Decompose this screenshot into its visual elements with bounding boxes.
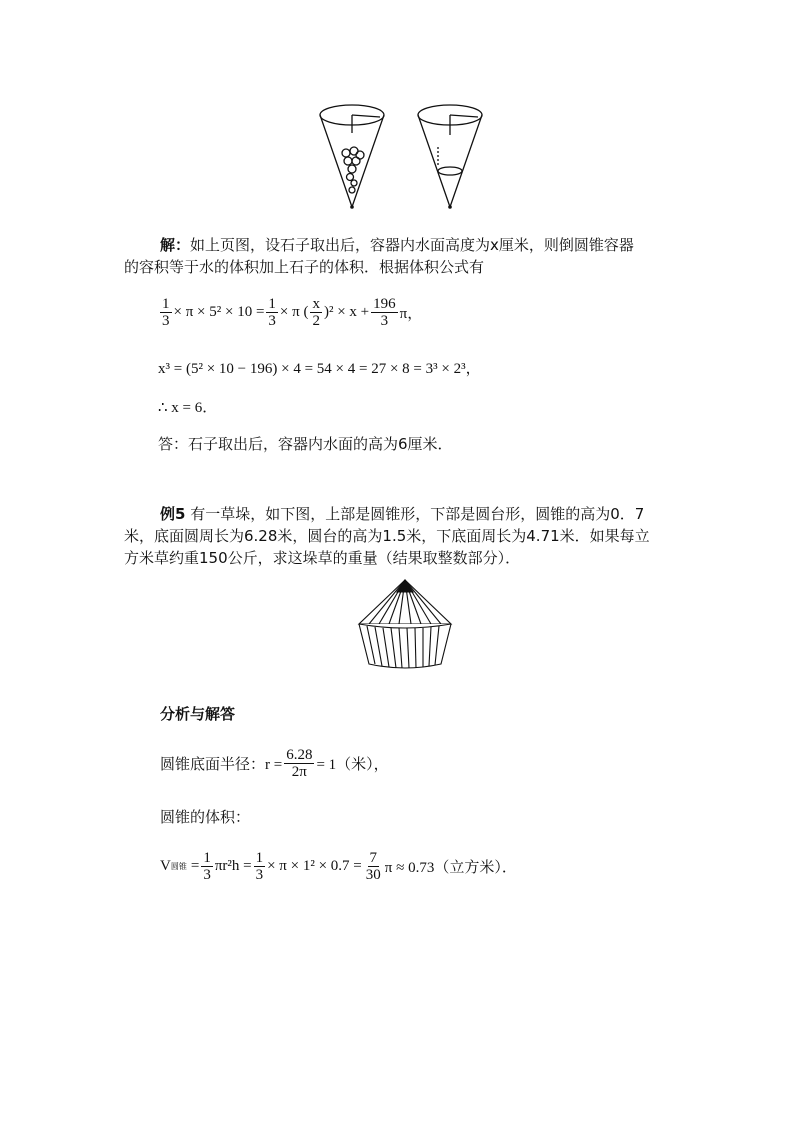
volume-eq: =	[190, 857, 200, 874]
example-label: 例5	[160, 505, 186, 523]
equation-2: x³ = (5² × 10 − 196) × 4 = 54 × 4 = 27 × 8 = 3³ × 2³，	[158, 361, 481, 377]
solution-text-1: 如上页图，设石子取出后，容器内水面高度为x厘米，则倒圆锥容器	[190, 236, 634, 254]
example-line-3: 方米草约重150公斤，求这垛草的重量（结果取整数部分）．	[124, 549, 521, 567]
answer-line: 答：石子取出后，容器内水面的高为6厘米．	[158, 435, 453, 453]
radius-result: = 1（米），	[316, 756, 389, 773]
volume-part: × π × 1² × 0.7 =	[267, 857, 362, 874]
fraction: $\frac{196}{3}$	[373, 295, 396, 329]
eq1-part: )² × x +	[323, 303, 370, 320]
haystack-figure	[355, 578, 455, 673]
example-line-1	[160, 503, 644, 525]
example-line-2: 米，底面圆周长为6.28米，圆台的高为1.5米，下底面周长为4.71米．如果每立	[124, 527, 650, 545]
fraction: $\frac{x}{2}$	[312, 295, 320, 329]
fraction: $\frac{6.28}{2\pi}$	[286, 746, 313, 780]
analysis-title: 分析与解答	[160, 705, 236, 723]
solution-line-2: 的容积等于水的体积加上石子的体积．根据体积公式有	[124, 258, 485, 276]
volume-part: π ≈ 0.73（立方米）．	[384, 859, 517, 876]
equation-1	[158, 292, 422, 332]
solution-label: 解：	[160, 236, 191, 254]
example-text-1: 有一草垛，如下图，上部是圆锥形，下部是圆台形，圆锥的高为0．7	[190, 505, 645, 523]
radius-equation	[160, 743, 389, 783]
volume-subscript: 圆锥	[170, 861, 187, 871]
eq1-part: × π (	[279, 303, 309, 320]
eq1-part: × π × 5² × 10 =	[173, 303, 265, 320]
volume-part: πr²h =	[214, 857, 252, 874]
fraction: $\frac{7}{30}$	[365, 849, 381, 883]
fraction: $\frac{1}{3}$	[255, 849, 264, 883]
solution-line-1	[160, 234, 634, 256]
fraction: $\frac{1}{3}$	[162, 295, 170, 329]
volume-symbol: V	[160, 857, 171, 874]
fraction: $\frac{1}{3}$	[268, 295, 276, 329]
volume-equation	[160, 846, 517, 886]
cone-with-stones	[320, 105, 384, 207]
volume-title: 圆锥的体积：	[160, 808, 251, 826]
fraction: $\frac{1}{3}$	[203, 849, 211, 883]
radius-label: 圆锥底面半径：r =	[160, 756, 283, 773]
equation-3: ∴ x = 6．	[158, 400, 218, 416]
cone-figures	[310, 95, 490, 215]
eq1-part: π，	[399, 305, 423, 322]
cone-with-water	[418, 105, 482, 207]
